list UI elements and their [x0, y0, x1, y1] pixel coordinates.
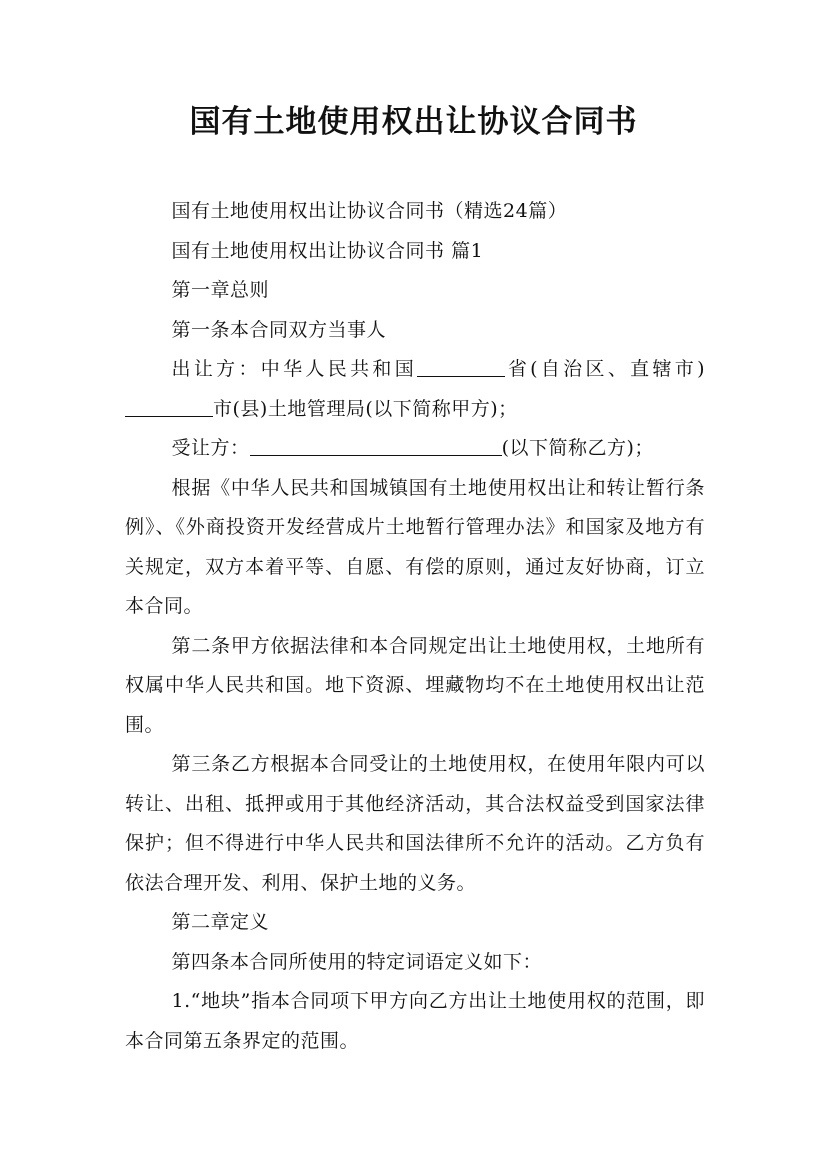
document-body	[125, 192, 705, 1061]
paragraph-heading-collection: 国有土地使用权出让协议合同书（精选24篇）	[171, 200, 568, 222]
transferor-paragraph	[125, 350, 705, 429]
paragraph-heading-article: 国有土地使用权出让协议合同书 篇1	[171, 239, 484, 262]
chapter-heading-definitions: 第二章定义	[171, 911, 270, 933]
transferor-label: 出让方：中华人民共和国	[171, 358, 418, 380]
province-suffix: 省(自治区、直辖市)	[505, 358, 705, 380]
legal-basis-paragraph: 根据《中华人民共和国城镇国有土地使用权出让和转让暂行条例》、《外商投资开发经营成片土地暂行管理办法》和国家及地方有关规定，双方本着平等、自愿、有偿的原则，通过友好协商，订立本合同。	[125, 476, 705, 617]
transferee-blank	[250, 433, 502, 456]
city-blank	[125, 394, 213, 417]
article-1-heading: 第一条本合同双方当事人	[171, 318, 387, 341]
transferee-label: 受让方：	[171, 437, 250, 459]
city-suffix: 市(县)土地管理局(以下简称甲方)；	[213, 397, 518, 420]
document-title: 国有土地使用权出让协议合同书	[189, 104, 638, 140]
chapter-heading-general: 第一章总则	[171, 279, 270, 301]
province-blank	[417, 354, 505, 377]
article-2-paragraph: 第二条甲方依据法律和本合同规定出让土地使用权，土地所有权属中华人民共和国。地下资源、埋藏物均不在土地使用权出让范围。	[125, 634, 705, 736]
definition-1-paragraph: 1.“地块”指本合同项下甲方向乙方出让土地使用权的范围，即本合同第五条界定的范围。	[125, 990, 705, 1052]
article-4-paragraph: 第四条本合同所使用的特定词语定义如下：	[171, 950, 543, 973]
transferee-paragraph	[125, 429, 705, 469]
article-3-paragraph: 第三条乙方根据本合同受让的土地使用权，在使用年限内可以转让、出租、抵押或用于其他经济活动，其合法权益受到国家法律保护；但不得进行中华人民共和国法律所不允许的活动。乙方负有依法合理开发、利用、保护土地的义务。	[125, 753, 705, 894]
transferee-suffix: (以下简称乙方)；	[501, 437, 654, 459]
